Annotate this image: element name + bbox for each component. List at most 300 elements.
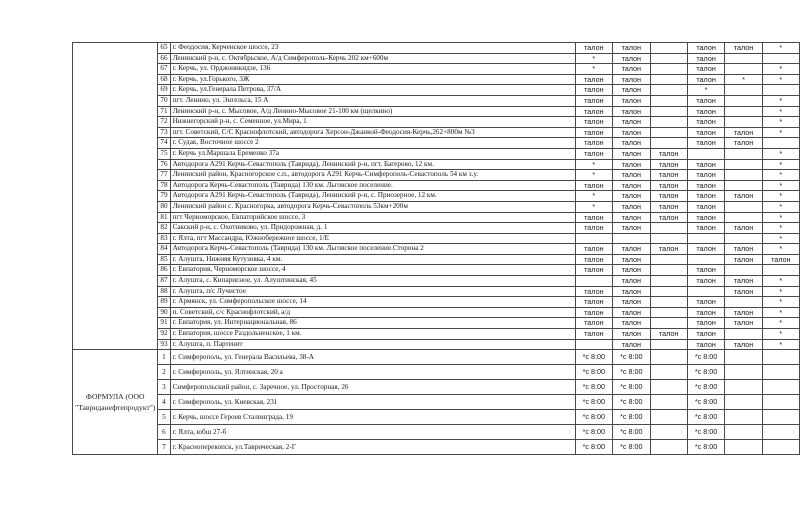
status-cell [725,265,762,276]
status-cell: талон [725,191,762,202]
status-cell [762,85,799,96]
status-cell: талон [613,223,650,234]
status-cell: талон [762,254,799,265]
status-cell: * [575,170,612,181]
status-cell: талон [687,191,724,202]
row-number: 81 [158,212,170,223]
status-cell [575,276,612,287]
status-cell [725,180,762,191]
status-cell: талон [687,53,724,64]
status-cell: * [725,74,762,85]
station-address: г. Ялта, пгт Массандра, Южнобережное шоссе, 1/Е [170,233,575,244]
row-number: 76 [158,159,170,170]
status-cell [725,380,762,395]
status-cell: талон [725,43,762,54]
row-number: 68 [158,74,170,85]
row-number: 7 [158,440,170,455]
status-cell [762,395,799,410]
status-cell: талон [613,318,650,329]
status-cell: талон [613,180,650,191]
status-cell [650,117,687,128]
table-row [73,254,800,265]
station-address: Ленинский район, Красногорское с.п., автодорога А291 Керчь-Симферополь-Севастополь 54 км з.у. [170,170,575,181]
row-number: 73 [158,127,170,138]
row-number: 82 [158,223,170,234]
table-row [73,127,800,138]
status-cell: талон [575,74,612,85]
status-cell: талон [613,159,650,170]
status-cell [725,233,762,244]
status-cell [650,223,687,234]
status-cell: *c 8:00 [575,380,612,395]
table-row [73,297,800,308]
status-cell: талон [613,191,650,202]
status-cell: талон [613,254,650,265]
status-cell: талон [613,307,650,318]
status-cell [725,297,762,308]
status-cell [725,64,762,75]
status-cell [762,410,799,425]
status-cell [575,339,612,350]
status-cell: * [575,191,612,202]
table-row [73,395,800,410]
row-number: 75 [158,148,170,159]
status-cell [687,286,724,297]
row-number: 83 [158,233,170,244]
status-cell: * [762,318,799,329]
status-cell [725,148,762,159]
row-number: 86 [158,265,170,276]
status-cell [650,138,687,149]
status-cell: талон [613,138,650,149]
status-cell [650,307,687,318]
status-cell: * [762,233,799,244]
table-row [73,53,800,64]
status-cell: * [762,159,799,170]
status-cell: * [762,180,799,191]
status-cell: талон [613,148,650,159]
station-address: г. Красноперекопск, ул.Таврическая, 2-Г [170,440,575,455]
status-cell: талон [613,85,650,96]
status-cell: талон [650,212,687,223]
company-cell [73,43,158,350]
status-cell: талон [687,64,724,75]
status-cell: талон [575,117,612,128]
status-cell [650,440,687,455]
status-cell [650,233,687,244]
status-cell: талон [575,297,612,308]
status-cell [725,85,762,96]
station-address: г. Керчь, ул.Горького, 3Ж [170,74,575,85]
status-cell: талон [687,265,724,276]
table-row [73,265,800,276]
status-cell: * [762,223,799,234]
station-address: Автодорога А291 Керчь-Севастополь (Таврида), Ленинский р-н, с. Приозерное, 12 км. [170,191,575,202]
status-cell [650,53,687,64]
row-number: 79 [158,191,170,202]
station-address: Сакский р-н, с. Охотниково, ул. Придорожная, д. 1 [170,223,575,234]
status-cell: талон [575,307,612,318]
status-cell: * [762,329,799,340]
status-cell [762,138,799,149]
status-cell: талон [650,329,687,340]
status-cell: *c 8:00 [613,440,650,455]
status-cell: * [687,85,724,96]
status-cell: *c 8:00 [575,365,612,380]
status-cell: талон [725,254,762,265]
table-row [73,307,800,318]
status-cell [650,380,687,395]
row-number: 91 [158,318,170,329]
station-address: пгт Черноморское, Евпаторийское шоссе, 3 [170,212,575,223]
status-cell [650,286,687,297]
status-cell: талон [687,159,724,170]
status-cell: талон [687,339,724,350]
row-number: 92 [158,329,170,340]
status-cell [725,170,762,181]
table-row [73,286,800,297]
row-number: 4 [158,395,170,410]
status-cell: талон [613,276,650,287]
status-cell: талон [575,180,612,191]
status-cell [650,265,687,276]
status-cell: талон [650,201,687,212]
station-address: Ленинский р-н, с. Октябрьское, А/д Симферополь-Керчь 202 км+600м [170,53,575,64]
station-address: г. Симферополь, ул. Ялтинская, 20 а [170,365,575,380]
status-cell: * [575,159,612,170]
station-address: г. Алушта, п. Партенит [170,339,575,350]
status-cell: талон [687,307,724,318]
table-row [73,380,800,395]
station-address: г. Керчь, ул. Орджоникидзе, 136 [170,64,575,75]
status-cell: талон [613,297,650,308]
station-address: г. Алушта, с. Кипарисное, ул. Алуштинская, 45 [170,276,575,287]
status-cell: талон [613,244,650,255]
status-cell: талон [725,286,762,297]
status-cell [725,395,762,410]
station-address: пгт. Ленино, ул. Энгельса, 15 А [170,95,575,106]
table-row [73,329,800,340]
table-row [73,425,800,440]
table-row [73,440,800,455]
status-cell: *c 8:00 [575,350,612,365]
status-cell: талон [687,117,724,128]
row-number: 84 [158,244,170,255]
company-cell: ФОРМУЛА (ООО "Тавриданефтепродукт") [73,350,158,455]
status-cell: * [575,64,612,75]
status-cell: * [762,286,799,297]
row-number: 70 [158,95,170,106]
status-cell [575,233,612,244]
station-address: г. Керчь ул.Маршала Еременко 37а [170,148,575,159]
status-cell [725,425,762,440]
status-cell: талон [575,244,612,255]
status-cell: талон [725,276,762,287]
station-address: Симферопольский район, с. Заречное, ул. Просторная, 26 [170,380,575,395]
status-cell: талон [687,297,724,308]
table-row [73,180,800,191]
status-cell [725,53,762,64]
status-cell: талон [725,138,762,149]
status-cell: талон [613,64,650,75]
status-cell: талон [687,95,724,106]
status-cell [650,276,687,287]
status-cell: талон [725,307,762,318]
status-cell: талон [613,212,650,223]
table-row [73,410,800,425]
status-cell: *c 8:00 [613,395,650,410]
station-address: г. Феодосия, Керченское шоссе, 23 [170,43,575,54]
status-cell: талон [613,286,650,297]
status-cell: * [575,201,612,212]
row-number: 87 [158,276,170,287]
status-cell: * [762,117,799,128]
status-cell [650,64,687,75]
status-cell: *c 8:00 [687,440,724,455]
status-cell: талон [613,201,650,212]
status-cell: * [762,148,799,159]
status-cell: *c 8:00 [575,425,612,440]
table-row [73,148,800,159]
table-row [73,95,800,106]
station-address: п. Советский, с/с Краснофлотский, а/д [170,307,575,318]
status-cell: талон [575,286,612,297]
status-cell [725,106,762,117]
status-cell: талон [575,138,612,149]
status-cell: *c 8:00 [575,440,612,455]
status-cell: талон [613,43,650,54]
status-cell: талон [650,244,687,255]
table-row [73,201,800,212]
status-cell: талон [575,43,612,54]
status-cell: талон [575,329,612,340]
row-number: 93 [158,339,170,350]
table-row [73,212,800,223]
table-row [73,43,800,54]
status-cell: талон [725,318,762,329]
row-number: 89 [158,297,170,308]
status-cell [725,212,762,223]
status-cell: талон [650,180,687,191]
status-cell [650,127,687,138]
status-cell: талон [687,74,724,85]
status-cell [650,254,687,265]
status-cell [650,85,687,96]
status-cell: * [762,191,799,202]
status-cell: *c 8:00 [687,350,724,365]
status-cell [762,440,799,455]
station-address: г. Симферополь, ул. Киевская, 231 [170,395,575,410]
row-number: 67 [158,64,170,75]
status-cell: *c 8:00 [687,395,724,410]
station-address: Автодорога Керчь-Севастополь (Таврида) 130 км. Льговское поселение.Сторона 2 [170,244,575,255]
status-cell: талон [575,265,612,276]
status-cell: талон [575,95,612,106]
status-cell [650,297,687,308]
table-row [73,276,800,287]
station-address: пгт. Советский, С/С Краснофлотский, автодорога Херсон-Джанкой-Феодосия-Керчь,262+800м №3 [170,127,575,138]
status-cell: талон [687,276,724,287]
station-address: г. Алушта, п/с Лучистое [170,286,575,297]
status-cell: талон [575,127,612,138]
status-cell: талон [613,339,650,350]
table-row [73,106,800,117]
status-cell: талон [650,159,687,170]
status-cell: * [762,170,799,181]
status-cell: талон [575,212,612,223]
status-cell: *c 8:00 [687,410,724,425]
station-address: Ленинский район с. Красногорка, автодорога Керчь-Севастополь 53км+200м [170,201,575,212]
status-cell: талон [687,212,724,223]
fuel-station-table [72,42,800,455]
status-cell: * [762,64,799,75]
status-cell: * [762,339,799,350]
row-number: 71 [158,106,170,117]
status-cell: * [762,106,799,117]
table-row [73,365,800,380]
status-cell: талон [613,74,650,85]
status-cell [725,350,762,365]
row-number: 74 [158,138,170,149]
table-row [73,350,800,365]
table-row [73,233,800,244]
status-cell: * [762,43,799,54]
status-cell: * [762,74,799,85]
status-cell: талон [613,53,650,64]
status-cell [687,254,724,265]
status-cell: талон [575,254,612,265]
station-address: г. Евпатория, ул. Интернациональная, 86 [170,318,575,329]
row-number: 90 [158,307,170,318]
station-address: г. Евпатория, Черноморское шоссе, 4 [170,265,575,276]
table-row [73,170,800,181]
status-cell [687,233,724,244]
station-address: Автодорога Керчь-Севастополь (Таврида) 130 км. Льговское поселение. [170,180,575,191]
status-cell [725,201,762,212]
table-row [73,223,800,234]
status-cell: талон [613,95,650,106]
status-cell [687,148,724,159]
status-cell [650,339,687,350]
status-cell: талон [687,43,724,54]
status-cell: *c 8:00 [613,410,650,425]
station-address: г. Симферополь, ул. Генерала Васильева, 38-А [170,350,575,365]
row-number: 85 [158,254,170,265]
row-number: 77 [158,170,170,181]
row-number: 72 [158,117,170,128]
status-cell: талон [725,339,762,350]
status-cell: * [762,276,799,287]
status-cell: талон [613,170,650,181]
table-row [73,244,800,255]
table-row [73,318,800,329]
row-number: 66 [158,53,170,64]
status-cell: талон [650,148,687,159]
status-cell: талон [725,244,762,255]
status-cell [725,440,762,455]
status-cell: *c 8:00 [687,380,724,395]
status-cell: талон [575,318,612,329]
status-cell: талон [687,138,724,149]
status-cell: талон [650,170,687,181]
status-cell: *c 8:00 [575,410,612,425]
status-cell [762,425,799,440]
status-cell: талон [613,265,650,276]
table-row [73,191,800,202]
status-cell: талон [687,180,724,191]
station-address: Автодорога А291 Керчь-Севастополь (Таврида), Ленинский р-н, пгт. Багерово, 12 км. [170,159,575,170]
table-row [73,74,800,85]
status-cell: *c 8:00 [575,395,612,410]
station-address: г. Ялта, юбш 27-б [170,425,575,440]
status-cell [650,318,687,329]
station-address: г. Керчь, шоссе Героев Сталинграда, 19 [170,410,575,425]
row-number: 3 [158,380,170,395]
status-cell: *c 8:00 [687,365,724,380]
status-cell: талон [687,201,724,212]
status-cell: талон [575,148,612,159]
row-number: 78 [158,180,170,191]
status-cell [650,365,687,380]
row-number: 80 [158,201,170,212]
status-cell [762,365,799,380]
station-address: г. Керчь, ул.Генерала Петрова, 37/А [170,85,575,96]
station-address: г. Евпатория, шоссе Раздольненское, 1 км. [170,329,575,340]
status-cell: талон [613,106,650,117]
status-cell: талон [687,329,724,340]
row-number: 1 [158,350,170,365]
table-row [73,138,800,149]
status-cell: талон [687,127,724,138]
status-cell [650,350,687,365]
status-cell: талон [725,127,762,138]
status-cell: * [762,307,799,318]
status-cell: талон [650,191,687,202]
row-number: 5 [158,410,170,425]
row-number: 69 [158,85,170,96]
station-address: Ленинский р-н, с. Мысовое, А/д Ленино-Мысовое 21-100 км (щелкино) [170,106,575,117]
status-cell: талон [613,329,650,340]
status-cell: талон [687,170,724,181]
table-row [73,159,800,170]
status-cell: талон [575,223,612,234]
row-number: 88 [158,286,170,297]
row-number: 2 [158,365,170,380]
status-cell: *c 8:00 [613,425,650,440]
status-cell: талон [725,223,762,234]
table-row [73,117,800,128]
status-cell: * [762,201,799,212]
table-row [73,339,800,350]
status-cell: талон [575,106,612,117]
status-cell: * [575,53,612,64]
status-cell [650,95,687,106]
status-cell: * [762,297,799,308]
status-cell: * [762,127,799,138]
status-cell: талон [575,85,612,96]
status-cell: талон [687,223,724,234]
status-cell: талон [613,117,650,128]
row-number: 65 [158,43,170,54]
status-cell: * [762,212,799,223]
status-cell: *c 8:00 [687,425,724,440]
status-cell [725,365,762,380]
status-cell: *c 8:00 [613,350,650,365]
status-cell [650,43,687,54]
station-address: г. Алушта, Нижняя Кутузовка, 4 км. [170,254,575,265]
status-cell: * [762,244,799,255]
station-address: г. Судак, Восточное шоссе 2 [170,138,575,149]
